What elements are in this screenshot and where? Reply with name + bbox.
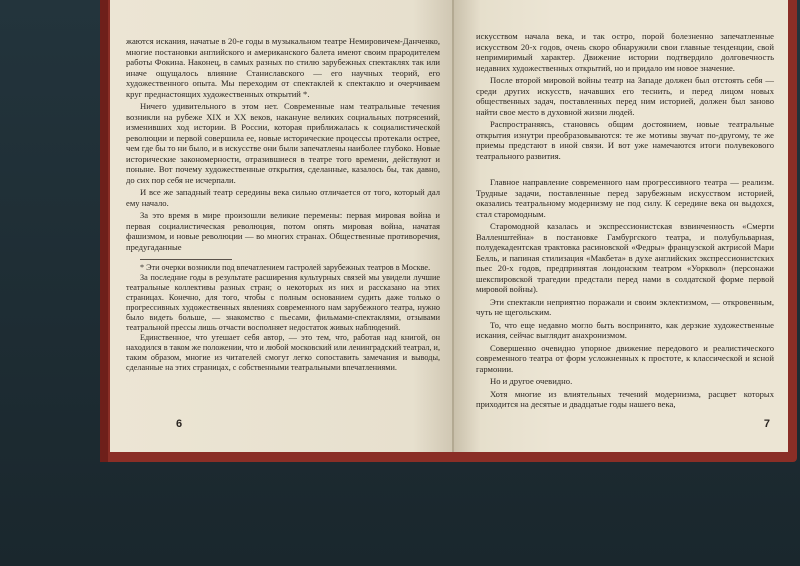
left-paragraph-4: За это время в мире произошли великие перемены: первая мировая война и первая социалистическая революция, потом опять мировая война, начатая фашизмом, и новые революции — во многих странах. Общественные противоречия, предугаданные: [126, 210, 440, 252]
footnote-2: За последние годы в результате расширения культурных связей мы увидели лучшие театральные коллективы разных стран; о некоторых из них и рассказано на этих страницах. Конечно, для того, чтобы с полным основанием судить даже только о прогрессивных художественных явлениях современного нам зарубежного театра, нужно было видеть больше, — знакомство с пьесами, фильмами-спектаклями, отзывами театральной прессы лишь отчасти восполняет недостаток живых наблюдений.: [126, 273, 440, 332]
left-paragraph-1: жаются искания, начатые в 20-е годы в музыкальном театре Немировичем-Данченко, многие постановки английского и американского балета имеют своим прародителем работы Фокина. Наконец, в самых разных по стилю зарубежных спектаклях так или иначе ощущалось влияние Станиславского — его научных теорий, его художественного опыта. Мы переходим от спектаклей к спектаклю и очерчиваем круг преднастоящих художественных открытий *.: [126, 36, 440, 99]
left-page: [110, 0, 454, 452]
left-paragraph-2: Ничего удивительного в этом нет. Современные нам театральные течения возникли на рубеже XIX и XX веков, накануне великих социальных потрясений, изменивших ход истории. В России, которая приближалась к социалистической революции и первой совершила ее, новые исторические процессы протекали острее, чем где бы то ни было, и в искусстве они были запечатлены наиболее глубоко. Новые исторические закономерности, отразившиеся в театре того времени, действуют и поныне. Вот почему художественные открытия, сделанные, казалось бы, так давно, до сих пор себя не исчерпали.: [126, 101, 440, 185]
right-section-paragraph-4: То, что еще недавно могло быть воспринято, как дерзкие художественные искания, сейчас выглядит анахронизмом.: [476, 319, 774, 340]
page-number-left: 6: [176, 418, 183, 430]
right-section-paragraph-1: Главное направление современного нам прогрессивного театра — реализм. Трудные задачи, поставленные перед зарубежным искусством историей, оказались театральному модернизму не под силу. К середине века он выдохся, стал старомодным.: [476, 177, 774, 219]
page-number-right: 7: [763, 418, 770, 430]
right-section-paragraph-5: Совершенно очевидно упорное движение передового и реалистического современного театра от форм усложненных к простоте, к классической и ясной гармонии.: [476, 342, 774, 374]
book-spine-edge: [100, 0, 108, 462]
right-paragraph-1: искусством начала века, и так остро, порой болезненно запечатленные искусством 20-х годов, очень скоро обнаружили свои главные тенденции, свой непримиримый характер. Движение истории подтвердило долговечность недавних художественных открытий, но и придало им новое значение.: [476, 31, 774, 73]
footnote-1: * Эти очерки возникли под впечатлением гастролей зарубежных театров в Москве.: [140, 263, 431, 272]
left-paragraph-3: И все же западный театр середины века сильно отличается от того, который дал ему начало.: [126, 187, 440, 208]
right-page: [454, 0, 788, 452]
right-paragraph-2: После второй мировой войны театр на Западе должен был отстоять себя — среди других искусств, начавших его теснить, и перед лицом новых общественных задач, поставленных перед ним историей, должен был заново найти свое место в духовной жизни людей.: [476, 75, 774, 117]
footnote-divider: [140, 259, 232, 260]
right-paragraph-3: Распространяясь, становясь общим достоянием, новые театральные открытия изнутри преобразовываются: те же мотивы звучат по-другому, те же приемы предстают в иной связи. И вот уже намечаются итоги полувекового театрального развития.: [476, 119, 774, 161]
right-section-paragraph-6: Но и другое очевидно.: [490, 376, 573, 386]
right-section-paragraph-2: Старомодной казалась и экспрессионистская взвинченность «Смерти Валленштейна» в постановке Гамбургского театра, и полубульварная, полудекадентская трактовка расиновской «Федры» французской актрисой Мари Белль, и папиная стилизация «Макбета» в духе английских экспрессионистских пьес 20-х годов, предпринятая лондонским театром «Уорквол» (персонажи шекспировской трагедии предстали перед нами в солдатской форме первой мировой войны).: [476, 221, 774, 294]
right-section-paragraph-3: Эти спектакли неприятно поражали и своим эклектизмом, — откровенным, чуть не щегольским.: [476, 296, 774, 317]
right-section-paragraph-7: Хотя многие из влиятельных течений модернизма, расцвет которых приходится на десятые и двадцатые годы нашего века,: [476, 388, 774, 409]
footnote-3: Единственное, что утешает себя автор, — это тем, что, работая над книгой, он находился в таком же положении, что и любой московский или ленинградский театрал, и, таким образом, многие из читателей смогут легко сопоставить замечания и выводы, сделанные на этих страницах, с собственными театральными впечатлениями.: [126, 333, 440, 372]
